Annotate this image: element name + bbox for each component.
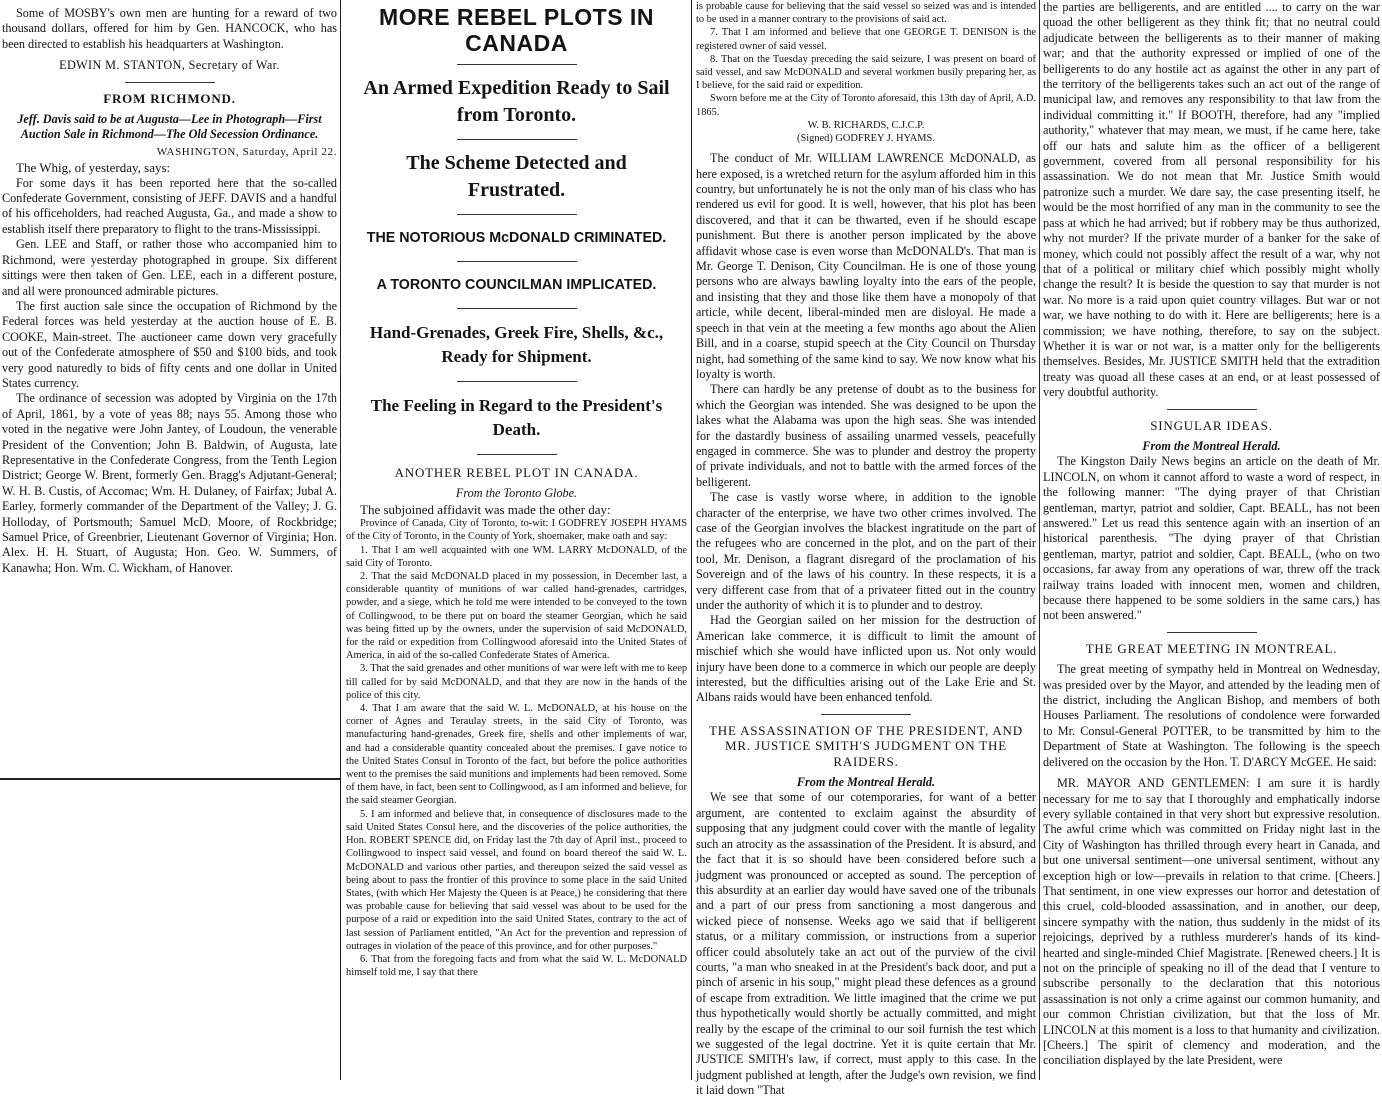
article-source: From the Montreal Herald. — [1142, 438, 1281, 453]
affidavit-paragraph: Province of Canada, City of Toronto, to-wit: I GODFREY JOSEPH HYAMS of the City of Toronto, in the County of York, shoemaker, make oath and say: — [346, 518, 687, 543]
column-3 — [696, 0, 1036, 1098]
speech-paragraph: MR. MAYOR AND GENTLEMEN: I am sure it is hardly necessary for me to say that I thoroughly and emphatically indorse every syllable contained in that very short but expressive resolution. The awful crime which was committed on Friday night last in the City of Washington has thrilled through every heart in Canada, and but one universal sentiment—one universal sentiment, without any exception high or low—prevails in relation to that crime. [Cheers.] That sentiment, in one view expresses our horror and detestation of this cruel, cold-blooded assassination, and in another, our deep, sincere sympathy with the nation, thus suddenly in the midst of its rejoicings, deprived by a ruthless murderer's hands of its kind-hearted and single-minded Chief Magistrate. [Renewed cheers.] It is not on the principle of speaking no ill of the dead that I venture to subscribe personally to the declaration that this notorious assassination is not only a crime against our common humanity, and our common Christian civilization, but that the loss of Mr. LINCOLN at this moment is a loss to that humanity and civilization. [Cheers.] The spirit of clemency and moderation, and the conciliation displayed by the late President, were — [1043, 776, 1380, 1068]
separator — [1167, 409, 1257, 410]
clipping-bottom-rule — [0, 778, 341, 780]
affidavit-paragraph: 2. That the said McDONALD placed in my possession, in December last, a considerable quantity of munitions of war called hand-grenades, cartridges, powder, and a siege, which he told me were intended to be conveyed to the town of Collingwood, to be there put on board the steamer Georgian, which he said was being fitted up by the owners, under the supervision of said McDONALD, for the raid or expedition from Collingwood aforesaid into the United States of America, in aid of the so-called Confederate States of America. — [346, 571, 687, 662]
judge-signature: W. B. RICHARDS, C.J.C.P. — [807, 119, 925, 131]
separator — [457, 214, 577, 215]
affidavit-paragraph: is probable cause for believing that the said vessel so seized was and is intended to be used in a manner contrary to the provisions of said act. — [696, 1, 1036, 26]
headline-deck: A TORONTO COUNCILMAN IMPLICATED. — [376, 276, 657, 293]
article-paragraph: Some of MOSBY's own men are hunting for a reward of two thousand dollars, offered for him by Gen. HANCOCK, who has been directed to establish his headquarters at Washington. — [2, 6, 337, 51]
headline-deck: The Feeling in Regard to the President's Death. — [370, 396, 663, 439]
column-2 — [346, 0, 687, 1080]
article-heading: THE GREAT MEETING IN MONTREAL. — [1085, 640, 1338, 656]
affidavit-paragraph: 1. That I am well acquainted with one WM. LARRY McDONALD, of the said City of Toronto. — [346, 544, 687, 569]
separator — [457, 381, 577, 382]
headline-deck: The Scheme Detected and Frustrated. — [406, 152, 627, 201]
separator — [457, 261, 577, 262]
article-heading: SINGULAR IDEAS. — [1150, 417, 1273, 433]
column-rule — [1039, 0, 1040, 1080]
column-rule — [340, 0, 341, 1080]
headline-deck: An Armed Expedition Ready to Sail from Toronto. — [363, 77, 670, 126]
signature: EDWIN M. STANTON, Secretary of War. — [59, 58, 280, 73]
article-paragraph: We see that some of our cotemporaries, for want of a better argument, are contented to exclaim against the absurdity of supposing that any judgment could cover with the mantle of legality such an atrocity as the assassination of the President. It is absurd, and the fact that it is so should have been considered before such a judgment was pronounced or accepted as sound. The perception of this absurdity at an earlier day would have saved one of the tribunals and a part of our press from sanctioning a most dangerous and wicked piece of nonsense. Weeks ago we said that if belligerent status, or a military commission, or instructions from a superior officer could absolutely take an act out of the purview of the civil courts, "a man who sneaked in at the President's back door, and put a pinch of arsenic in his soup," might plead these defences as a ground of escape from extradition. We little imagined that the crime we put thus hypothetically would shortly be actually committed, and might really by the escape of the criminal to our soil furnish the test which we suggested of the legal doctrine. Yet it is quite certain that Mr. JUSTICE SMITH's law, if correct, must apply to this case. In the judgment published at length, after the Judge's own revision, we find it laid down "That — [696, 790, 1036, 1098]
article-heading: THE ASSASSINATION OF THE PRESIDENT, AND MR. JUSTICE SMITH'S JUDGMENT ON THE RAIDERS. — [709, 722, 1023, 769]
separator — [821, 714, 911, 715]
affidavit-paragraph: 7. That I am informed and believe that one GEORGE T. DENISON is the registered owner of said vessel. — [696, 27, 1036, 52]
affidavit-paragraph: 4. That I am aware that the said W. L. McDONALD, at his house on the corner of Agnes and Teraulay streets, in the said City of Toronto, was manufacturing hand-grenades, Greek fire, shells and other implements of war, and had a considerable quantity concealed about the premises. I gave notice to the United States Consul in Toronto of the fact, but before the police authorities went to the premises the said munitions and implements had been removed. Some of them have, in fact, been sent to Collingwood, as I am informed and believe, for the said steamer Georgian. — [346, 703, 687, 807]
article-paragraph: The Whig, of yesterday, says: — [16, 160, 171, 176]
affidavit-paragraph: 5. I am informed and believe that, in consequence of disclosures made to the said United States Consul here, and the discoveries of the police authorities, the Hon. ROBERT SPENCE did, on Friday last the 7th day of April inst., proceed to Collingwood to inspect said vessel, and found on board thereof the said W. L. McDONALD and various other parties, and thereupon seized the said vessel as being about to pass the frontier of this province to some place in the said United States, (with which Her Majesty the Queen is at Peace,) he considering that there was probable cause for believing that said vessel was about to be used for the purpose of a raid or expedition into the said United States, contrary to the act of last session of Parliament entitled, "An Act for the prevention and repression of outrages in violation of the peace of this province, and for other purposes." — [346, 808, 687, 952]
article-heading: ANOTHER REBEL PLOT IN CANADA. — [394, 465, 639, 480]
affidavit-paragraph: 8. That on the Tuesday preceding the said seizure, I was present on board of said vessel, and saw McDONALD and several workmen busily preparing her, as I believe, for the said raid or expedition. — [696, 53, 1036, 92]
headline-deck: Hand-Grenades, Greek Fire, Shells, &c., Ready for Shipment. — [369, 323, 664, 366]
article-paragraph: The first auction sale since the occupation of Richmond by the Federal forces was held yesterday at the auction house of E. B. COOKE, Main-street. The auctioneer came down very gracefully out of the Confederate atmosphere of $50 and $100 bids, and took very good naturedly to bids of fifty cents and one dollar in United States currency. — [2, 298, 337, 390]
article-subhead: Jeff. Davis said to be at Augusta—Lee in Photograph—First Auction Sale in Richmond—The Old Secession Ordinance. — [17, 112, 322, 142]
separator — [457, 139, 577, 140]
headline-deck: THE NOTORIOUS McDONALD CRIMINATED. — [366, 229, 667, 246]
article-source: From the Toronto Globe. — [455, 486, 578, 501]
affidavit-jurat: Sworn before me at the City of Toronto aforesaid, this 13th day of April, A.D. 1865. — [696, 93, 1036, 118]
separator — [477, 454, 557, 455]
dateline: WASHINGTON, Saturday, April 22. — [156, 145, 337, 158]
column-4 — [1043, 0, 1380, 1080]
article-paragraph: For some days it has been reported here that the so-called Confederate Government, consisting of JEFF. DAVIS and a handful of his officeholders, had reached Augusta, Ga., and made a show to establish itself there preparatory to flight to the trans-Mississippi. — [2, 175, 337, 236]
article-paragraph: Gen. LEE and Staff, or rather those who accompanied him to Richmond, were yesterday photographed in groupe. Six different sittings were then taken of Gen. LEE, each in a different posture, and all were pronounced admirable pictures. — [2, 237, 337, 298]
article-paragraph: The great meeting of sympathy held in Montreal on Wednesday, was presided over by the Mayor, and attended by the leading men of the district, including the Anglican Bishop, and members of both Houses Parliament. The resolutions of condolence were forwarded to Mr. Consul-General POTTER, to be transmitted by him to the Department of State at Washington. The following is the speech delivered on the occasion by the Hon. T. D'ARCY McGEE. He said: — [1043, 662, 1380, 769]
article-paragraph: The case is vastly worse where, in addition to the ignoble character of the enterprise, we have two other crimes involved. The case of the Georgian involves the blackest ingratitude on the part of the refugees who are concerned in the plot, and on the part of their tool, Mr. Denison, a flagrant disregard of the proclamation of his Sovereign and of the laws of his country. In these respects, it is a very different case from that of a privateer fitted out in the country under the authority of which it is to plunder and to destroy. — [696, 490, 1036, 613]
article-paragraph: The conduct of Mr. WILLIAM LAWRENCE McDONALD, as here exposed, is a wretched return for the asylum afforded him in this country, but unfortunately he is not the only man of his class who has rendered us evil for good. It is well, however, that his plot has been discovered, and that it can be thwarted, even if he should escape punishment. But there is another person implicated by the above affidavit whose case is even worse than McDONALD's. That man is Mr. George T. Denison, City Councilman. He is one of those young persons who are always bawling loyalty into the ears of the people, and insisting that they and those like them have a monopoly of that article, while decent, liberal-minded men are disloyal. He made a speech in that vein at the meeting a few months ago about the Alien Bill, and in a coarse, stupid speech at the City Council on Thursday night, had something of the same kind to say. We now know what his loyalty is worth. — [696, 151, 1036, 381]
affiant-signature: (Signed) GODFREY J. HYAMS. — [797, 133, 935, 145]
article-paragraph: The subjoined affidavit was made the other day: — [360, 501, 611, 517]
article-paragraph: The Kingston Daily News begins an article on the death of Mr. LINCOLN, on whom it cannot afford to waste a word of respect, in the following manner: "The dying prayer of that Christian gentleman, martyr, patriot and soldier, Capt. BEALL, has not been answered." Let us read this sentence again with an insertion of an historical parenthesis. "The dying prayer of that Christian gentleman, martyr, patriot and soldier, Capt. BEALL, (who on two occasions, far away from any operations of war, threw off the track railway trains loaded with innocent men, women and children, because there happened to be some soldiers in the same cars,) has not been answered." — [1043, 454, 1380, 623]
affidavit-paragraph: 3. That the said grenades and other munitions of war were left with me to keep till called for by said McDONALD, and that they are now in the hands of the police of this city. — [346, 663, 688, 701]
article-source: From the Montreal Herald. — [796, 775, 936, 790]
affidavit-paragraph: 6. That from the foregoing facts and from what the said W. L. McDONALD himself told me, I say that there — [346, 953, 687, 979]
main-headline: MORE REBEL PLOTS IN CANADA — [379, 4, 654, 56]
separator — [457, 308, 577, 309]
separator — [125, 82, 215, 83]
column-rule — [691, 0, 692, 1080]
article-paragraph: There can hardly be any pretense of doubt as to the business for which the Georgian was intended. She was designed to be upon the lakes what the Alabama was upon the high seas. She was intended for the dastardly business of assailing unarmed vessels, peacefully engaged in commerce. She was to plunder and destroy the property of private individuals, and not to battle with the armed forces of the belligerent. — [696, 382, 1036, 489]
separator — [1167, 632, 1257, 633]
article-paragraph: The ordinance of secession was adopted by Virginia on the 17th of April, 1861, by a vote of yeas 88; nays 55. Among those who voted in the negative were John Jantey, of Loudoun, the venerable President of the Convention; John B. Baldwin, of Augusta, late Representative in the Confederate Congress, from the Tenth Legion District; George W. Brent, formerly Gen. Bragg's Adjutant-General; W. H. B. Custis, of Accomac; Wm. H. Dulaney, of Fairfax; Jubal A. Earley, formerly commander of the Department of the Valley; J. G. Holloday, of Portsmouth; Samuel McD. Moore, of Rockbridge; Samuel Price, of Greenbrier, Lieutenant Governor of Virginia; Hon. Alex. H. H. Stuart, of Augusta; Hon. Geo. W. Summers, of Kanawha; Hon. Wm. C. Wickham, of Hanover. — [2, 391, 337, 575]
article-paragraph: the parties are belligerents, and are entitled .... to carry on the war quoad the other belligerent as they think fit; that no neutral could adjudicate between the belligerents as to their manner of making war; and that the authority expressed or implied of one of the belligerents to do any hostile act as against the other in any part of the territory of the belligerents takes such an act out of the range of municipal law, and removes any responsibility to that law from the individual committing it." If BOOTH, therefore, had any "implied authority," whatever that may mean, we must, if he came here, take off our hats and salute him as the officer of a belligerent government, covered from all personal responsibility for his assassination. We do not mean that Mr. Justice Smith would patronize such a murder. We dare say, the case presenting itself, he would be the most horrified of any man in the community to see the pass at which he had arrived; but if robbery may be thus authorized, why not murder? If the private murder of a banker for the sake of money, which could not possibly affect the result of a war, why not that of a political or military chief which possibly might wholly change the result? It is beside the question to say that murder is not war. No more is a raid upon quiet country villages. But war or not war, we have nothing to do with it. Here are belligerents; here is a commission; we have nothing, therefore, to say on the subject. Whether it is war or not war, is a matter only for the belligerents themselves. Besides, Mr. JUSTICE SMITH held that the extradition treaty was quoad all these cases at an end, or at least possessed of very doubtful authority. — [1043, 0, 1380, 400]
article-paragraph: Had the Georgian sailed on her mission for the destruction of American lake commerce, it is difficult to limit the amount of mischief which she would have inflicted upon us. Not only would injury have been done to a commerce in which our people are deeply interested, but the difficulties arising out of the Lake Erie and St. Albans raids would have been enhanced tenfold. — [696, 613, 1036, 705]
article-heading: FROM RICHMOND. — [103, 90, 236, 106]
separator — [457, 64, 577, 65]
column-1 — [2, 0, 337, 775]
